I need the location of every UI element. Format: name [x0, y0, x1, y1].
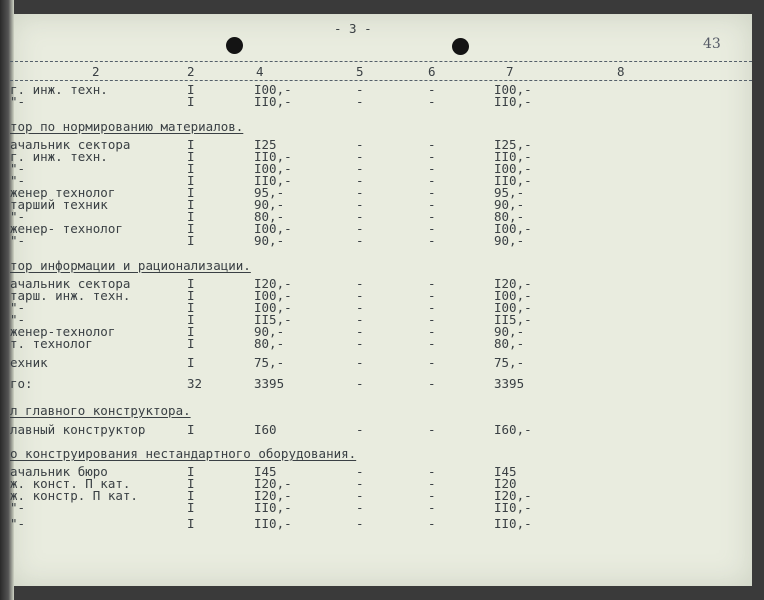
- column-6-value: -: [428, 94, 436, 109]
- total-value: II0,-: [494, 516, 532, 531]
- position-name: го:: [10, 376, 33, 391]
- salary-value: II0,-: [254, 500, 292, 515]
- salary-value: II0,-: [254, 149, 292, 164]
- section-heading: о конструирования нестандартного оборудования.: [10, 446, 357, 461]
- column-6-value: -: [428, 324, 436, 339]
- section-heading: тор по нормированию материалов.: [10, 119, 244, 134]
- column-6-value: -: [428, 149, 436, 164]
- section-heading: л главного конструктора.: [10, 403, 191, 418]
- total-value: II0,-: [494, 500, 532, 515]
- staff-count: I: [187, 209, 195, 224]
- column-5-value: -: [356, 173, 364, 188]
- salary-value: I20,-: [254, 276, 292, 291]
- total-value: 90,-: [494, 233, 525, 248]
- punch-hole-right: [452, 38, 469, 55]
- column-5-value: -: [356, 149, 364, 164]
- column-6-value: -: [428, 516, 436, 531]
- staff-count: I: [187, 185, 195, 200]
- total-value: II0,-: [494, 173, 532, 188]
- column-6-value: -: [428, 137, 436, 152]
- position-name: ачальник сектора: [10, 137, 131, 152]
- handwritten-folio-number: 43: [703, 36, 721, 52]
- staff-count: I: [187, 516, 195, 531]
- salary-value: 95,-: [254, 185, 285, 200]
- position-name: лавный конструктор: [10, 422, 146, 437]
- total-value: 90,-: [494, 324, 525, 339]
- column-6-value: -: [428, 185, 436, 200]
- position-name: женер-технолог: [10, 324, 116, 339]
- position-name: "-: [10, 233, 26, 248]
- salary-value: I45: [254, 464, 277, 479]
- column-number-3: 4: [256, 64, 264, 79]
- column-number-2: 2: [187, 64, 195, 79]
- total-value: 95,-: [494, 185, 525, 200]
- staff-count: I: [187, 476, 195, 491]
- salary-value: I00,-: [254, 82, 292, 97]
- column-5-value: -: [356, 233, 364, 248]
- column-5-value: -: [356, 488, 364, 503]
- position-name: тарш. инж. техн.: [10, 288, 131, 303]
- column-5-value: -: [356, 209, 364, 224]
- page-number: - 3 -: [334, 21, 372, 36]
- salary-value: II0,-: [254, 94, 292, 109]
- salary-value: I00,-: [254, 221, 292, 236]
- total-value: 80,-: [494, 336, 525, 351]
- column-6-value: -: [428, 464, 436, 479]
- total-value: I00,-: [494, 221, 532, 236]
- salary-value: 80,-: [254, 336, 285, 351]
- staff-count: I: [187, 173, 195, 188]
- salary-value: I20,-: [254, 476, 292, 491]
- column-6-value: -: [428, 276, 436, 291]
- position-name: женер технолог: [10, 185, 116, 200]
- total-value: I20,-: [494, 276, 532, 291]
- salary-value: I00,-: [254, 300, 292, 315]
- position-name: "-: [10, 209, 26, 224]
- column-5-value: -: [356, 300, 364, 315]
- position-name: женер- технолог: [10, 221, 123, 236]
- total-value: I45: [494, 464, 517, 479]
- column-6-value: -: [428, 488, 436, 503]
- total-value: I60,-: [494, 422, 532, 437]
- staff-count: I: [187, 324, 195, 339]
- position-name: ачальник бюро: [10, 464, 108, 479]
- column-5-value: -: [356, 464, 364, 479]
- salary-value: I00,-: [254, 288, 292, 303]
- column-5-value: -: [356, 82, 364, 97]
- column-number-7: 8: [617, 64, 625, 79]
- column-6-value: -: [428, 312, 436, 327]
- total-value: I00,-: [494, 82, 532, 97]
- column-6-value: -: [428, 500, 436, 515]
- staff-count: I: [187, 82, 195, 97]
- staff-count: I: [187, 464, 195, 479]
- position-name: "-: [10, 161, 26, 176]
- staff-count: I: [187, 500, 195, 515]
- position-name: г. инж. техн.: [10, 82, 108, 97]
- column-6-value: -: [428, 300, 436, 315]
- column-6-value: -: [428, 233, 436, 248]
- column-number-5: 6: [428, 64, 436, 79]
- salary-value: II0,-: [254, 173, 292, 188]
- column-6-value: -: [428, 376, 436, 391]
- column-5-value: -: [356, 137, 364, 152]
- staff-count: I: [187, 288, 195, 303]
- staff-count: 32: [187, 376, 203, 391]
- column-5-value: -: [356, 312, 364, 327]
- column-5-value: -: [356, 324, 364, 339]
- column-number-4: 5: [356, 64, 364, 79]
- column-5-value: -: [356, 422, 364, 437]
- punch-hole-left: [226, 37, 243, 54]
- total-value: II0,-: [494, 94, 532, 109]
- position-name: ж. конст. П кат.: [10, 476, 131, 491]
- column-6-value: -: [428, 173, 436, 188]
- column-6-value: -: [428, 355, 436, 370]
- staff-count: I: [187, 137, 195, 152]
- column-5-value: -: [356, 185, 364, 200]
- column-5-value: -: [356, 476, 364, 491]
- total-value: I20,-: [494, 488, 532, 503]
- column-5-value: -: [356, 276, 364, 291]
- total-value: I00,-: [494, 161, 532, 176]
- position-name: "-: [10, 300, 26, 315]
- salary-value: 90,-: [254, 324, 285, 339]
- staff-count: I: [187, 197, 195, 212]
- column-5-value: -: [356, 197, 364, 212]
- staff-count: I: [187, 355, 195, 370]
- salary-value: 90,-: [254, 233, 285, 248]
- position-name: "-: [10, 173, 26, 188]
- position-name: тарший техник: [10, 197, 108, 212]
- salary-value: I25: [254, 137, 277, 152]
- salary-value: I00,-: [254, 161, 292, 176]
- column-5-value: -: [356, 500, 364, 515]
- position-name: ехник: [10, 355, 48, 370]
- salary-value: 3395: [254, 376, 285, 391]
- position-name: ачальник сектора: [10, 276, 131, 291]
- staff-count: I: [187, 422, 195, 437]
- position-name: т. технолог: [10, 336, 93, 351]
- salary-value: 90,-: [254, 197, 285, 212]
- total-value: II5,-: [494, 312, 532, 327]
- total-value: II0,-: [494, 149, 532, 164]
- column-6-value: -: [428, 221, 436, 236]
- position-name: "-: [10, 516, 26, 531]
- header-rule-bottom: [10, 80, 752, 81]
- column-6-value: -: [428, 288, 436, 303]
- header-rule-top: [10, 61, 752, 62]
- column-6-value: -: [428, 336, 436, 351]
- column-5-value: -: [356, 336, 364, 351]
- position-name: "-: [10, 94, 26, 109]
- column-5-value: -: [356, 355, 364, 370]
- column-number-6: 7: [506, 64, 514, 79]
- total-value: 80,-: [494, 209, 525, 224]
- column-number-1: 2: [92, 64, 100, 79]
- salary-value: 75,-: [254, 355, 285, 370]
- position-name: г. инж. техн.: [10, 149, 108, 164]
- column-6-value: -: [428, 161, 436, 176]
- staff-count: I: [187, 94, 195, 109]
- position-name: "-: [10, 500, 26, 515]
- total-value: 3395: [494, 376, 525, 391]
- salary-value: II0,-: [254, 516, 292, 531]
- position-name: ж. констр. П кат.: [10, 488, 138, 503]
- column-5-value: -: [356, 376, 364, 391]
- total-value: I20: [494, 476, 517, 491]
- salary-value: I20,-: [254, 488, 292, 503]
- staff-count: I: [187, 161, 195, 176]
- column-6-value: -: [428, 197, 436, 212]
- salary-value: II5,-: [254, 312, 292, 327]
- column-6-value: -: [428, 422, 436, 437]
- column-5-value: -: [356, 161, 364, 176]
- staff-count: I: [187, 276, 195, 291]
- column-6-value: -: [428, 209, 436, 224]
- total-value: I00,-: [494, 300, 532, 315]
- section-heading: тор информации и рационализации.: [10, 258, 251, 273]
- total-value: I25,-: [494, 137, 532, 152]
- staff-count: I: [187, 300, 195, 315]
- staff-count: I: [187, 312, 195, 327]
- column-6-value: -: [428, 476, 436, 491]
- staff-count: I: [187, 149, 195, 164]
- column-5-value: -: [356, 288, 364, 303]
- total-value: 90,-: [494, 197, 525, 212]
- salary-value: 80,-: [254, 209, 285, 224]
- column-6-value: -: [428, 82, 436, 97]
- staff-count: I: [187, 488, 195, 503]
- column-5-value: -: [356, 516, 364, 531]
- staff-count: I: [187, 233, 195, 248]
- position-name: "-: [10, 312, 26, 327]
- salary-value: I60: [254, 422, 277, 437]
- column-5-value: -: [356, 221, 364, 236]
- total-value: I00,-: [494, 288, 532, 303]
- staff-count: I: [187, 336, 195, 351]
- staff-count: I: [187, 221, 195, 236]
- column-5-value: -: [356, 94, 364, 109]
- total-value: 75,-: [494, 355, 525, 370]
